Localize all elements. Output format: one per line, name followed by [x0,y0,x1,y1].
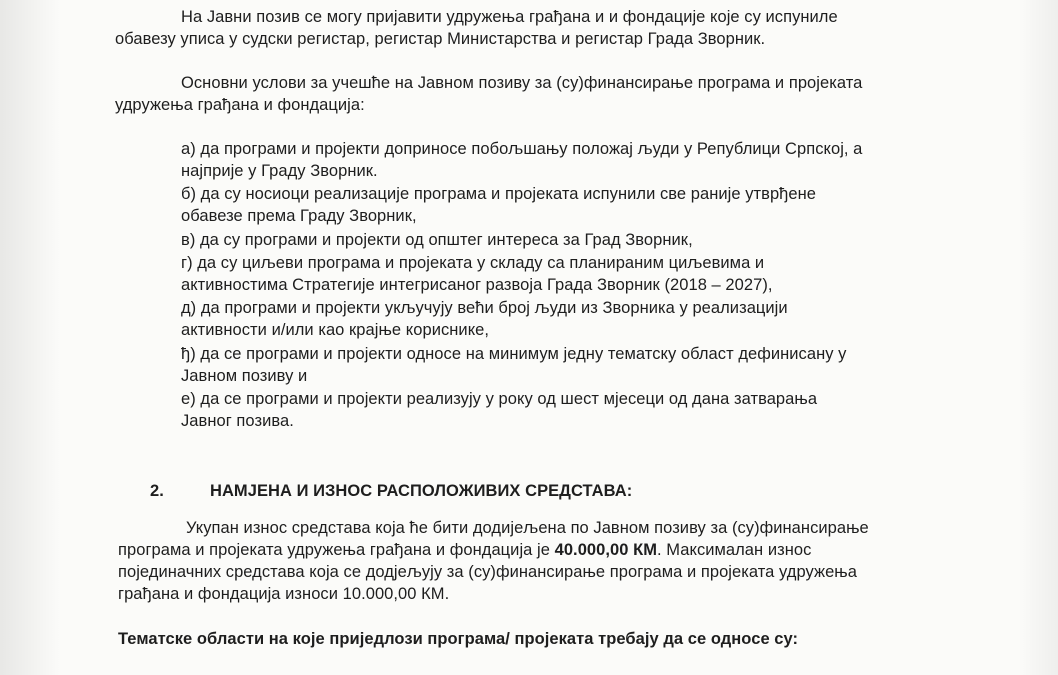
condition-g-line-2: активностима Стратегије интегрисаног развоја Града Зворник (2018 – 2027), [181,276,773,294]
condition-a-line-1: а) да програми и пројекти доприносе побољшању положај људи у Републици Српској, а [181,140,863,158]
condition-b-line-1: б) да су носиоци реализације програма и пројеката испунили све раније утврђене [181,185,817,203]
condition-dj-line-1: ђ) да се програми и пројекти односе на минимум једну тематску област дефинисану у [181,345,847,363]
scan-shadow-right [1018,0,1058,675]
condition-a-line-2: најприје у Граду Зворник. [181,162,378,180]
condition-b-line-2: обавезе према Граду Зворник, [181,207,417,225]
scan-shadow [0,0,60,675]
section-number: 2. [150,482,164,500]
section2-para-line-1: Укупан износ средстава која ће бити додијељена по Јавном позиву за (су)финансирање [186,519,869,537]
condition-d-line-1: д) да програми и пројекти укључују већи број људи из Зворника у реализацији [181,299,788,317]
condition-e-line-1: е) да се програми и пројекти реализују у року од шест мјесеци од дана затварања [181,390,818,408]
condition-e-line-2: Јавног позива. [181,412,294,430]
conditions-intro-1: Основни услови за учешће на Јавном позиву за (су)финансирање програма и пројеката [181,74,863,92]
section-title: НАМЈЕНА И ИЗНОС РАСПОЛОЖИВИХ СРЕДСТАВА: [210,482,633,500]
thematic-areas-title: Тематске области на које приједлози програма/ пројеката требају да се односе су: [118,630,799,648]
section2-para-text-a: програма и пројеката удружења грађана и фондација је [118,541,555,559]
condition-g-line-1: г) да су циљеви програма и пројеката у складу са планираним циљевима и [181,254,765,272]
section2-para-line-4: грађана и фондација износи 10.000,00 КМ. [118,585,450,603]
condition-dj-line-2: Јавном позиву и [181,367,308,385]
condition-v-line-1: в) да су програми и пројекти од општег интереса за Град Зворник, [181,231,693,249]
total-amount: 40.000,00 КМ [554,541,658,559]
section2-para-line-3: појединачних средстава која се додјељују за (су)финансирање програма и пројеката удружења [118,563,857,581]
condition-d-line-2: активности и/или као крајње кориснике, [181,321,490,339]
section2-para-text-b: . Максималан износ [657,541,812,559]
section2-para-line-2 [118,540,811,560]
conditions-intro-2: удружења грађана и фондација: [115,96,365,114]
intro-line-2: обавезу уписа у судски регистар, регистар Министарства и регистар Града Зворник. [115,30,766,48]
intro-line-1: На Јавни позив се могу пријавити удружења грађана и и фондације које су испуниле [181,8,838,26]
